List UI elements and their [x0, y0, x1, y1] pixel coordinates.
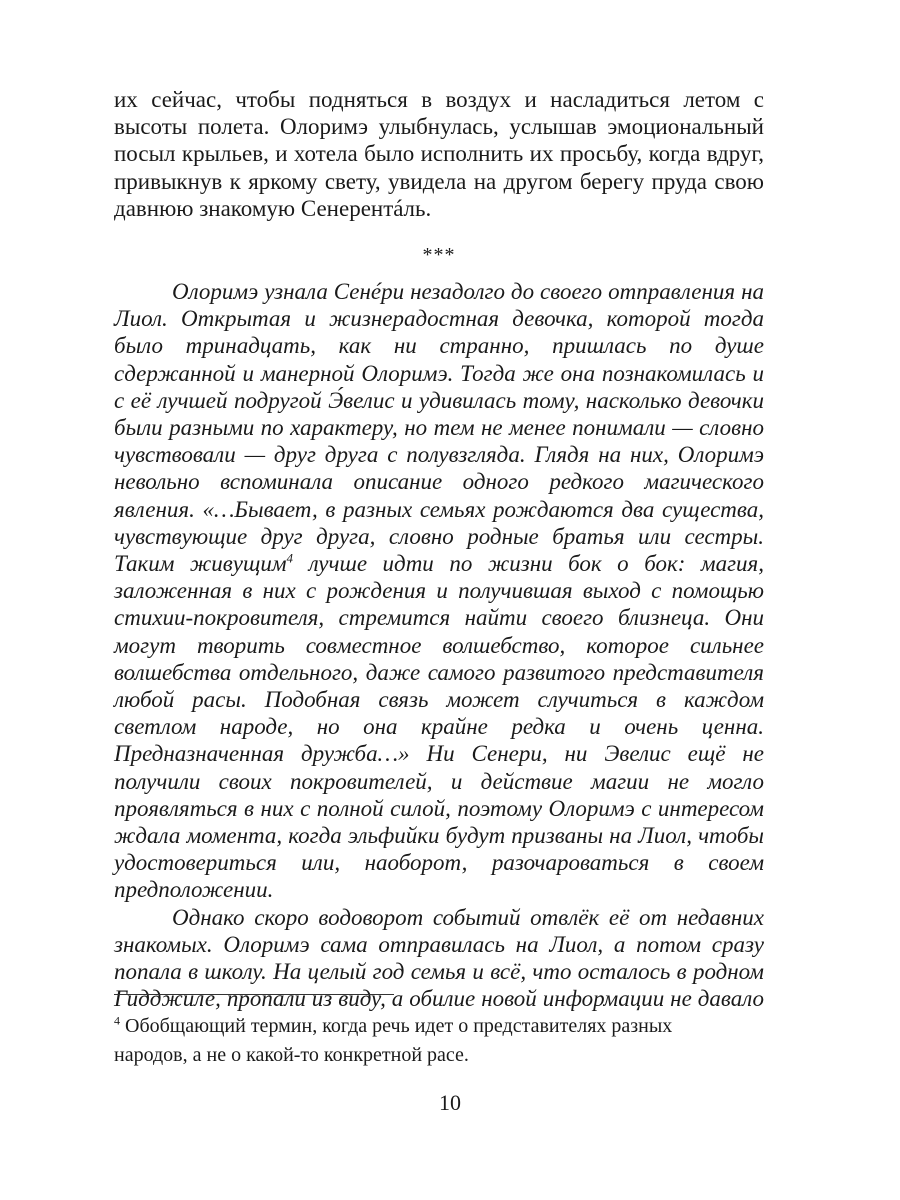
- paragraph-1-part-2: лучше идти по жизни бок о бок: магия, заложенная в них с рождения и получившая выход с помощью стихии-покровителя, стремится найти своего близнеца. Они могут творить совместное волшебство, которое сильнее волшебства отдельного, даже самого развитого представителя любой расы. Подобная связь может случиться в каждом светлом народе, но она крайне редка и очень ценна. Предназначенная дружба…» Ни Сенери, ни Эвелис ещё не получили своих покровителей, и действие магии не могло проявляться в них с полной силой, поэтому Олоримэ с интересом ждала момента, когда эльфийки будут призваны на Лиол, чтобы удостовериться или, наоборот, разочароваться в своем предположении.: [114, 551, 764, 903]
- intro-paragraph: их сейчас, чтобы подняться в воздух и насладиться летом с высоты полета. Олоримэ улыбнулась, услышав эмоциональный посыл крыльев, и хотела было исполнить их просьбу, когда вдруг, привыкнув к яркому свету, увидела на другом берегу пруда свою давнюю знакомую Сенерентáль.: [114, 87, 764, 221]
- intro-text: [114, 86, 764, 222]
- footnote: [114, 1012, 734, 1070]
- footnote-number: 4: [114, 1013, 120, 1028]
- footnote-reference[interactable]: 4: [286, 550, 294, 566]
- footnote-text: Обобщающий термин, когда речь идет о представителях разных народов, а не о какой-то конкретной расе.: [114, 1015, 673, 1066]
- paragraph-2: Однако скоро водоворот событий отвлёк её от недавних знакомых. Олоримэ сама отправилась на Лиол, а потом сразу попала в школу. На целый год семья и всё, что осталось в родном Гидджиле, пропали из виду, а обилие новой информации не давало: [114, 904, 764, 1012]
- section-separator: ***: [422, 244, 456, 266]
- footnote-divider: [114, 994, 394, 995]
- paragraph-1: [114, 278, 764, 904]
- page-number: 10: [439, 1090, 461, 1115]
- paragraph-1-part-1: Олоримэ узнала Сенéри незадолго до своего отправления на Лиол. Открытая и жизнерадостная девочка, которой тогда было тринадцать, как ни странно, пришлась по душе сдержанной и манерной Олоримэ. Тогда же она познакомилась и с её лучшей подругой Э́велис и удивилась тому, насколько девочки были разными по характеру, но тем не менее понимали — словно чувствовали — друг друга с полувзгляда. Глядя на них, Олоримэ невольно вспоминала описание одного редкого магического явления. «…Бывает, в разных семьях рождаются два существа, чувствующие друг друга, словно родные братья или сестры. Таким живущим: [114, 279, 764, 577]
- italic-body-text: [114, 278, 764, 1012]
